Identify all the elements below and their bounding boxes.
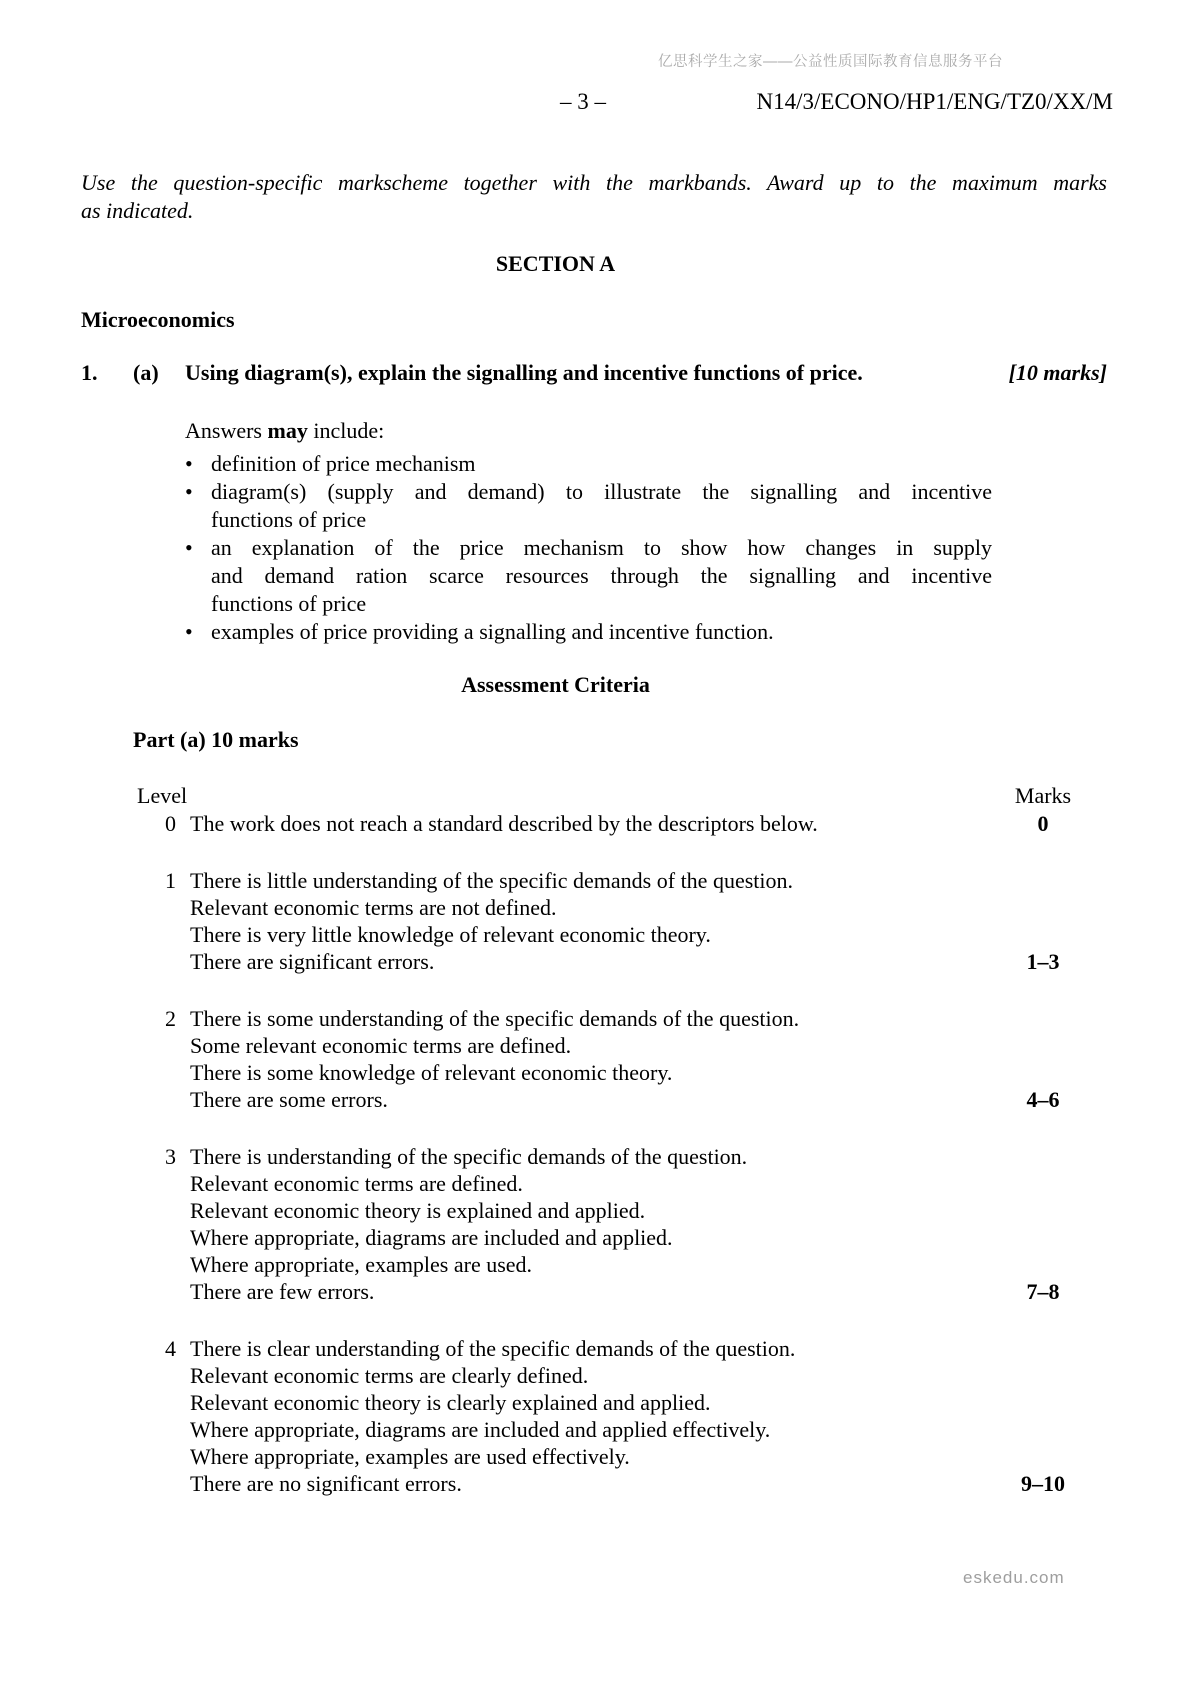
level-number: 3 [165, 1144, 176, 1169]
bullet-icon: • [185, 451, 193, 476]
bullet-line: examples of price providing a signalling and incentive function. [211, 619, 774, 644]
answers-bullet-list [185, 450, 992, 646]
criteria-row [137, 1335, 1078, 1497]
criteria-table [137, 782, 1078, 1527]
bullet-item [185, 478, 992, 534]
bullet-line: functions of price [211, 591, 367, 616]
descriptor-line: There is very little knowledge of relevant economic theory. [190, 922, 711, 947]
answers-intro-bold: may [267, 418, 308, 443]
topic-heading: Microeconomics [81, 307, 235, 332]
level-marks: 9–10 [1021, 1471, 1065, 1496]
level-descriptors [190, 1005, 994, 1113]
criteria-header-level: Level [137, 783, 188, 808]
descriptor-line: There is some knowledge of relevant economic theory. [190, 1060, 673, 1085]
criteria-row [137, 1143, 1078, 1305]
descriptor-line: Where appropriate, diagrams are included and applied. [190, 1225, 673, 1250]
descriptor-line: There is some understanding of the specific demands of the question. [190, 1006, 800, 1031]
descriptor-line: Relevant economic terms are defined. [190, 1171, 523, 1196]
level-number: 1 [165, 868, 176, 893]
answers-intro-post: include: [307, 418, 385, 443]
section-heading: SECTION A [495, 251, 616, 276]
criteria-header-marks: Marks [1014, 783, 1072, 808]
criteria-rows [137, 810, 1078, 1497]
bullet-text [211, 618, 992, 646]
descriptor-line: There is clear understanding of the specific demands of the question. [190, 1336, 796, 1361]
descriptor-line: Relevant economic terms are clearly defined. [190, 1363, 589, 1388]
bullet-text [211, 450, 992, 478]
descriptor-line: There is understanding of the specific demands of the question. [190, 1144, 748, 1169]
bullet-icon: • [185, 479, 193, 504]
bullet-line: diagram(s) (supply and demand) to illustrate the signalling and incentive [211, 479, 992, 504]
descriptor-line: Relevant economic theory is explained and applied. [190, 1198, 646, 1223]
assessment-criteria-heading: Assessment Criteria [461, 672, 650, 697]
bottom-watermark: eskedu.com [963, 1568, 1065, 1587]
answers-block [185, 417, 992, 646]
question-row [81, 360, 1107, 386]
bullet-item [185, 450, 992, 478]
level-marks: 4–6 [1026, 1087, 1060, 1112]
descriptor-line: Relevant economic theory is clearly explained and applied. [190, 1390, 711, 1415]
level-marks: 0 [1037, 811, 1049, 836]
bullet-line: functions of price [211, 507, 367, 532]
criteria-row [137, 810, 1078, 837]
descriptor-line: Where appropriate, examples are used. [190, 1252, 533, 1277]
level-descriptors [190, 810, 994, 837]
question-marks: [10 marks] [1008, 360, 1107, 385]
descriptor-line: Where appropriate, examples are used effectively. [190, 1444, 630, 1469]
level-number: 2 [165, 1006, 176, 1031]
bullet-icon: • [185, 619, 193, 644]
descriptor-line: Some relevant economic terms are defined. [190, 1033, 572, 1058]
descriptor-line: There are significant errors. [190, 949, 435, 974]
descriptor-line: There are some errors. [190, 1087, 388, 1112]
bullet-line: and demand ration scarce resources through the signalling and incentive [211, 563, 992, 588]
question-number: 1. [81, 360, 98, 385]
bullet-text [211, 534, 992, 618]
level-descriptors [190, 867, 994, 975]
bullet-line: definition of price mechanism [211, 451, 476, 476]
descriptor-line: There are few errors. [190, 1279, 375, 1304]
descriptor-line: The work does not reach a standard described by the descriptors below. [190, 811, 818, 836]
criteria-header-row [137, 782, 1078, 809]
bullet-icon: • [185, 535, 193, 560]
level-descriptors [190, 1335, 994, 1497]
criteria-row [137, 867, 1078, 975]
level-number: 0 [165, 811, 176, 836]
instruction-paragraph [81, 169, 1107, 225]
bullet-text [211, 478, 992, 534]
descriptor-line: There is little understanding of the specific demands of the question. [190, 868, 794, 893]
descriptor-line: There are no significant errors. [190, 1471, 462, 1496]
top-watermark: 亿思科学生之家——公益性质国际教育信息服务平台 [658, 54, 1003, 70]
criteria-row [137, 1005, 1078, 1113]
level-descriptors [190, 1143, 994, 1305]
document-code: N14/3/ECONO/HP1/ENG/TZ0/XX/M [756, 89, 1113, 114]
level-number: 4 [165, 1336, 176, 1361]
descriptor-line: Where appropriate, diagrams are included and applied effectively. [190, 1417, 771, 1442]
bullet-item [185, 534, 992, 618]
instruction-line: Use the question-specific markscheme together with the markbands. Award up to the maximum marks [81, 170, 1107, 195]
level-marks: 1–3 [1026, 949, 1060, 974]
part-marks-heading: Part (a) 10 marks [133, 727, 299, 752]
page-number: – 3 – [560, 89, 606, 114]
question-text: Using diagram(s), explain the signalling and incentive functions of price. [185, 360, 863, 385]
question-part-label: (a) [133, 360, 159, 385]
answers-intro-pre: Answers [185, 418, 268, 443]
bullet-line: an explanation of the price mechanism to show how changes in supply [211, 535, 992, 560]
answers-intro [185, 417, 992, 445]
descriptor-line: Relevant economic terms are not defined. [190, 895, 557, 920]
level-marks: 7–8 [1026, 1279, 1060, 1304]
bullet-item [185, 618, 992, 646]
instruction-line: as indicated. [81, 198, 194, 223]
